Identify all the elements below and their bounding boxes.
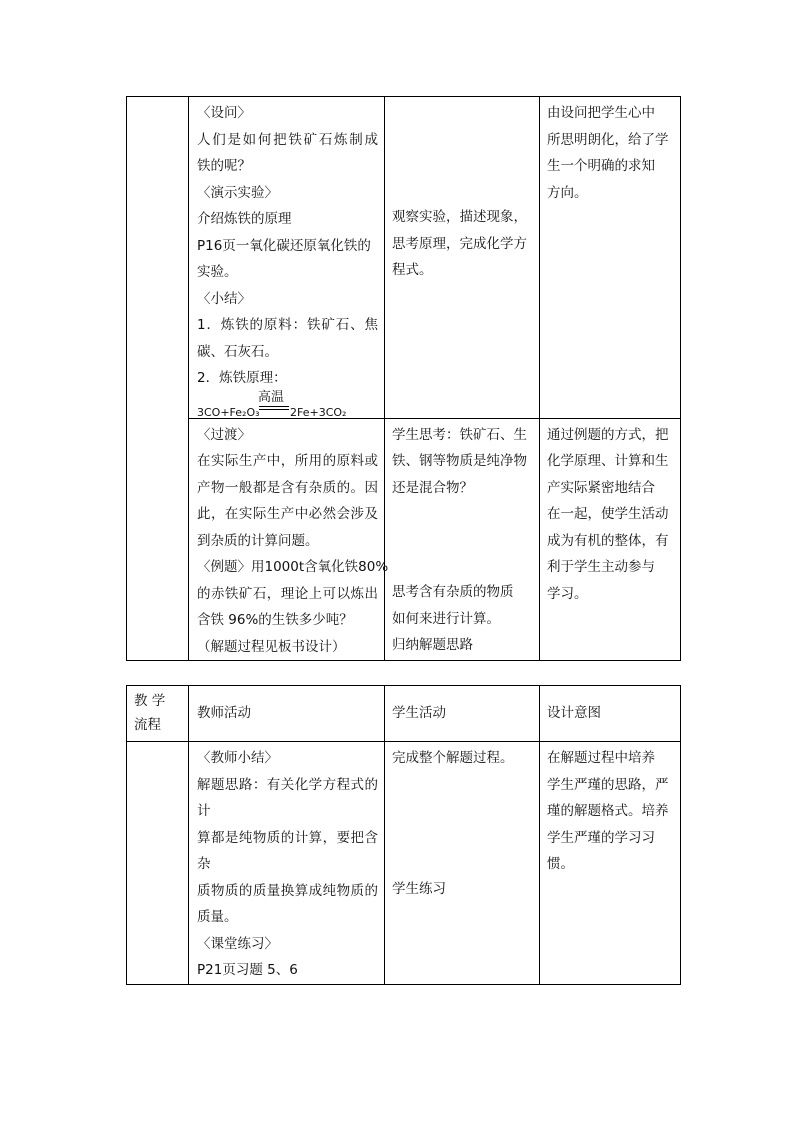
text-line: 通过例题的方式，把 — [547, 426, 669, 443]
text-line: 1．炼铁的原料：铁矿石、焦 — [197, 317, 378, 333]
text-line: 铁、钢等物质是纯净物 — [392, 453, 527, 469]
text-line: 观察实验，描述现象， — [392, 209, 527, 225]
label-question: 〈设问〉 — [197, 105, 251, 121]
text-line: 学生思考：铁矿石、生 — [392, 426, 527, 443]
text-line: 算都是纯物质的计算，要把含杂 — [197, 829, 378, 872]
student-activity-cell — [385, 97, 540, 419]
text-line: 思考原理，完成化学方 — [392, 235, 527, 252]
label-demo: 〈演示实验〉 — [197, 184, 278, 201]
text-line: 实验。 — [197, 264, 238, 280]
header-intent: 设计意图 — [540, 686, 681, 742]
label-teacher-summary: 〈教师小结〉 — [197, 750, 278, 766]
text-line: P16页一氧化碳还原氧化铁的 — [197, 237, 371, 254]
flow-cell — [127, 742, 189, 985]
text-line: 如何来进行计算。 — [392, 610, 500, 627]
label-practice: 〈课堂练习〉 — [197, 935, 278, 952]
text-line: 铁的呢？ — [197, 158, 251, 174]
text-line: 在解题过程中培养 — [547, 750, 655, 766]
header-flow-line: 教 学 — [134, 693, 166, 709]
teacher-activity-cell — [189, 97, 385, 419]
text-line: 产实际紧密地结合 — [547, 479, 655, 496]
text-line: 由设问把学生心中 — [547, 105, 655, 121]
header-teacher: 教师活动 — [189, 686, 385, 742]
text-line: 惯。 — [547, 856, 574, 872]
chemical-equation — [197, 389, 378, 419]
text-line: 介绍炼铁的原理 — [197, 211, 292, 227]
equation-bar — [259, 409, 289, 410]
text-line: 化学原理、计算和生 — [547, 453, 669, 469]
text-line: 此，在实际生产中必然会涉及 — [197, 506, 378, 522]
table-header-row — [127, 686, 681, 742]
example-line — [197, 554, 389, 581]
label-transition: 〈过渡〉 — [197, 426, 251, 443]
table-row — [127, 742, 681, 985]
teacher-activity-cell — [189, 418, 389, 661]
header-student: 学生活动 — [385, 686, 540, 742]
label-example: 〈例题〉 — [197, 559, 251, 575]
text-line: 到杂质的计算问题。 — [197, 532, 319, 549]
text-line: 学生严瑾的思路，严 — [547, 776, 669, 793]
text-line: 含铁 96%的生铁多少吨？ — [197, 612, 353, 628]
equation-reactants: 3CO+Fe₂O₃ — [197, 405, 260, 419]
text-line: 生一个明确的求知 — [547, 158, 655, 174]
text-line: 用1000t含氧化铁80% — [251, 559, 389, 575]
text-line: 质物质的质量换算成纯物质的 — [197, 882, 378, 899]
equation-bar — [259, 406, 289, 407]
text-line: 学习。 — [547, 585, 588, 602]
text-line: （解题过程见板书设计） — [197, 638, 346, 655]
text-line: 人们是如何把铁矿石炼制成 — [197, 131, 378, 148]
text-line: 所思明朗化，给了学 — [547, 131, 669, 148]
text-line: 归纳解题思路 — [392, 637, 473, 653]
text-line: 学生练习 — [392, 880, 446, 897]
text-line: 解题思路：有关化学方程式的计 — [197, 776, 378, 819]
header-flow — [127, 686, 189, 742]
text-line: 还是混合物？ — [392, 479, 473, 496]
text-line: P21页习题 5、6 — [197, 962, 298, 978]
design-intent-cell — [540, 97, 681, 419]
equation-products: 2Fe+3CO₂ — [290, 405, 347, 419]
design-intent-cell — [540, 418, 681, 661]
flow-cell — [127, 97, 189, 661]
lesson-table-2 — [126, 685, 681, 985]
lesson-table-1 — [126, 96, 681, 661]
text-line: 成为有机的整体，有 — [547, 532, 669, 549]
text-line: 方向。 — [547, 184, 588, 201]
text-line: 2．炼铁原理： — [197, 370, 287, 386]
text-line: 瑾的解题格式。培养 — [547, 803, 669, 819]
text-line: 程式。 — [392, 262, 433, 278]
text-line: 碳、石灰石。 — [197, 343, 278, 360]
text-line: 产物一般都是含有杂质的。因 — [197, 479, 378, 496]
header-flow-line: 流程 — [134, 717, 161, 733]
text-line: 在实际生产中，所用的原料或 — [197, 453, 378, 469]
student-activity-cell — [385, 418, 540, 661]
table-row — [127, 97, 681, 419]
student-activity-cell — [385, 742, 540, 985]
teacher-activity-cell — [189, 742, 385, 985]
text-line: 质量。 — [197, 909, 238, 925]
text-line: 的赤铁矿石，理论上可以炼出 — [197, 585, 378, 602]
text-line: 学生严瑾的学习习 — [547, 829, 655, 846]
text-line: 完成整个解题过程。 — [392, 750, 514, 766]
label-summary: 〈小结〉 — [197, 290, 251, 307]
equation-condition: 高温 — [258, 389, 285, 405]
text-line: 思考含有杂质的物质 — [392, 584, 514, 600]
table-row — [127, 418, 681, 661]
design-intent-cell — [540, 742, 681, 985]
text-line: 利于学生主动参与 — [547, 559, 655, 575]
text-line: 在一起，使学生活动 — [547, 506, 669, 522]
